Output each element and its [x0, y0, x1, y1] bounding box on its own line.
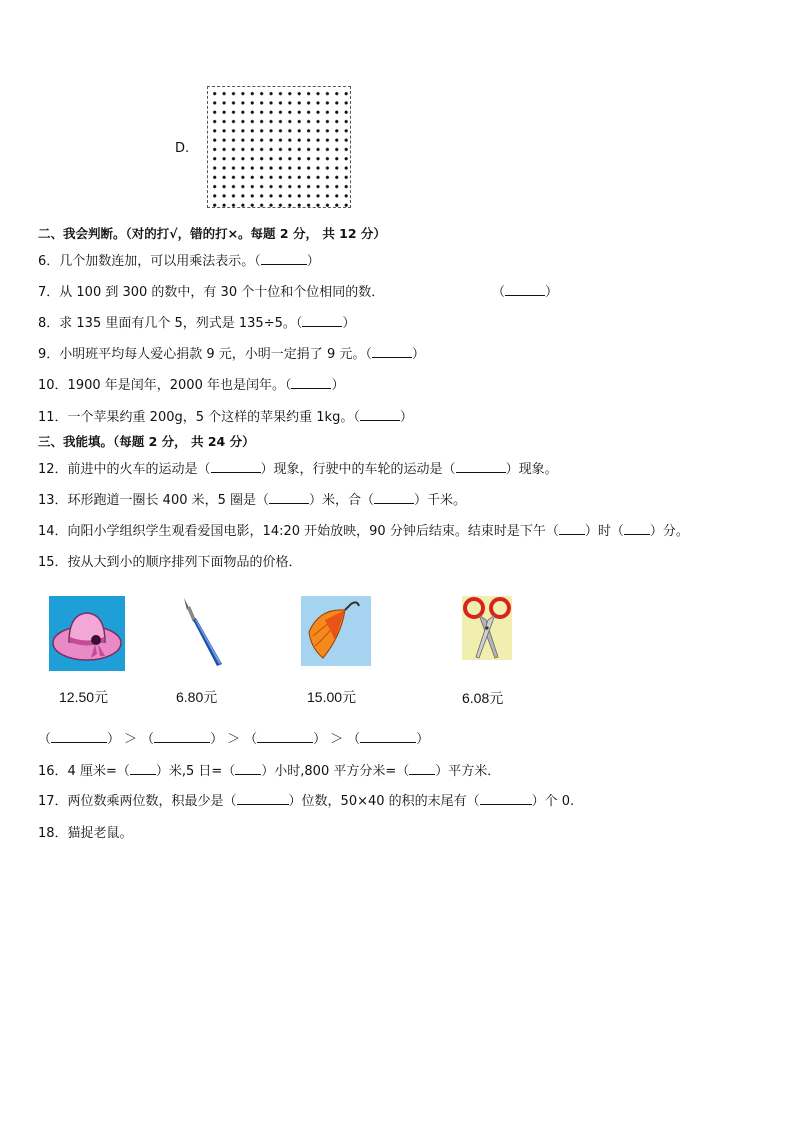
- pen-price: 6.80元: [176, 689, 218, 705]
- question-16-part-c: ）小时,800 平方分米=（: [261, 764, 410, 779]
- answer-blank[interactable]: [269, 491, 309, 504]
- question-17-part-c: ）个 0.: [531, 794, 575, 809]
- question-7-answer: [492, 281, 558, 300]
- question-16-part-b: ）米,5 日=（: [155, 764, 236, 779]
- answer-blank[interactable]: [360, 408, 400, 421]
- question-13-part-c: ）千米。: [414, 493, 467, 508]
- question-16-part-d: ）平方米．: [435, 764, 501, 779]
- scissors-icon: [462, 596, 512, 660]
- question-12: [38, 458, 558, 477]
- question-14-part-a: 14．向阳小学组织学生观看爱国电影，14:20 开始放映，90 分钟后结束。结束时是下午（: [38, 524, 559, 539]
- question-12-part-b: ）现象，行驶中的车轮的运动是（: [260, 462, 456, 477]
- answer-blank[interactable]: [154, 730, 210, 743]
- option-d-label: D.: [175, 141, 190, 156]
- answer-blank[interactable]: [237, 792, 289, 805]
- answer-blank[interactable]: [291, 376, 331, 389]
- question-13: [38, 489, 466, 508]
- answer-blank[interactable]: [505, 283, 545, 296]
- umbrella-price: 15.00元: [307, 689, 357, 705]
- answer-blank[interactable]: [559, 522, 585, 535]
- option-d-dot-grid: [207, 86, 351, 208]
- question-10-close: ）: [331, 378, 345, 393]
- open-paren: （: [141, 732, 155, 747]
- answer-blank[interactable]: [374, 491, 414, 504]
- close-paren: ）: [210, 732, 224, 747]
- close-paren: ）: [416, 732, 430, 747]
- question-7-close: ）: [545, 285, 559, 300]
- question-17-part-b: ）位数，50×40 的积的末尾有（: [288, 794, 480, 809]
- question-14-part-b: ）时（: [584, 524, 624, 539]
- answer-blank[interactable]: [409, 762, 435, 775]
- greater-than-sign: ＞: [227, 732, 241, 747]
- question-13-part-a: 13．环形跑道一圈长 400 米，5 圈是（: [38, 493, 270, 508]
- question-14: [38, 520, 689, 539]
- scissors-price: 6.08元: [462, 690, 504, 706]
- question-7-text: 7．从 100 到 300 的数中，有 30 个十位和个位相同的数．: [38, 285, 385, 300]
- section-3-title: 三、我能填。（每题 2 分， 共 24 分）: [38, 434, 255, 449]
- answer-blank[interactable]: [235, 762, 261, 775]
- question-7: [38, 281, 384, 300]
- section-2-title: 二、我会判断。（对的打√，错的打×。每题 2 分， 共 12 分）: [38, 226, 386, 241]
- greater-than-sign: ＞: [330, 732, 344, 747]
- question-14-part-c: ）分。: [649, 524, 689, 539]
- answer-blank[interactable]: [480, 792, 532, 805]
- answer-blank[interactable]: [211, 460, 261, 473]
- hat-icon: [49, 596, 125, 671]
- question-8-close: ）: [342, 316, 356, 331]
- question-11: [38, 406, 413, 425]
- answer-blank[interactable]: [360, 730, 416, 743]
- answer-blank[interactable]: [257, 730, 313, 743]
- open-paren: （: [244, 732, 258, 747]
- close-paren: ）: [313, 732, 327, 747]
- answer-blank[interactable]: [130, 762, 156, 775]
- question-17-part-a: 17．两位数乘两位数，积最少是（: [38, 794, 237, 809]
- question-11-close: ）: [399, 410, 413, 425]
- answer-blank[interactable]: [624, 522, 650, 535]
- question-8: [38, 312, 355, 331]
- question-9: [38, 343, 425, 362]
- question-16-part-a: 16．4 厘米=（: [38, 764, 130, 779]
- answer-blank[interactable]: [372, 345, 412, 358]
- question-15: 15．按从大到小的顺序排列下面物品的价格．: [38, 555, 302, 570]
- question-8-text: 8．求 135 里面有几个 5，列式是 135÷5。（: [38, 316, 303, 331]
- answer-blank[interactable]: [51, 730, 107, 743]
- answer-blank[interactable]: [261, 252, 307, 265]
- question-10-text: 10．1900 年是闰年，2000 年也是闰年。（: [38, 378, 292, 393]
- hat-price: 12.50元: [59, 689, 109, 705]
- question-12-part-c: ）现象。: [505, 462, 558, 477]
- question-17: [38, 790, 574, 809]
- price-order-row: [38, 728, 429, 747]
- close-paren: ）: [107, 732, 121, 747]
- question-12-part-a: 12．前进中的火车的运动是（: [38, 462, 211, 477]
- open-paren: （: [347, 732, 361, 747]
- question-18: 18．猫捉老鼠。: [38, 826, 133, 841]
- pen-icon: [180, 596, 224, 668]
- question-9-close: ）: [411, 347, 425, 362]
- answer-blank[interactable]: [456, 460, 506, 473]
- answer-blank[interactable]: [302, 314, 342, 327]
- question-9-text: 9．小明班平均每人爱心捐款 9 元，小明一定捐了 9 元。（: [38, 347, 372, 362]
- question-16: [38, 760, 500, 779]
- umbrella-icon: [301, 596, 371, 666]
- open-paren: （: [38, 732, 52, 747]
- greater-than-sign: ＞: [124, 732, 138, 747]
- question-10: [38, 374, 345, 393]
- question-7-open: （: [492, 285, 506, 300]
- question-6: [38, 250, 320, 269]
- question-13-part-b: ）米，合（: [309, 493, 375, 508]
- question-6-close: ）: [306, 254, 320, 269]
- question-11-text: 11．一个苹果约重 200g，5 个这样的苹果约重 1kg。（: [38, 410, 360, 425]
- question-6-text: 6．几个加数连加，可以用乘法表示。（: [38, 254, 261, 269]
